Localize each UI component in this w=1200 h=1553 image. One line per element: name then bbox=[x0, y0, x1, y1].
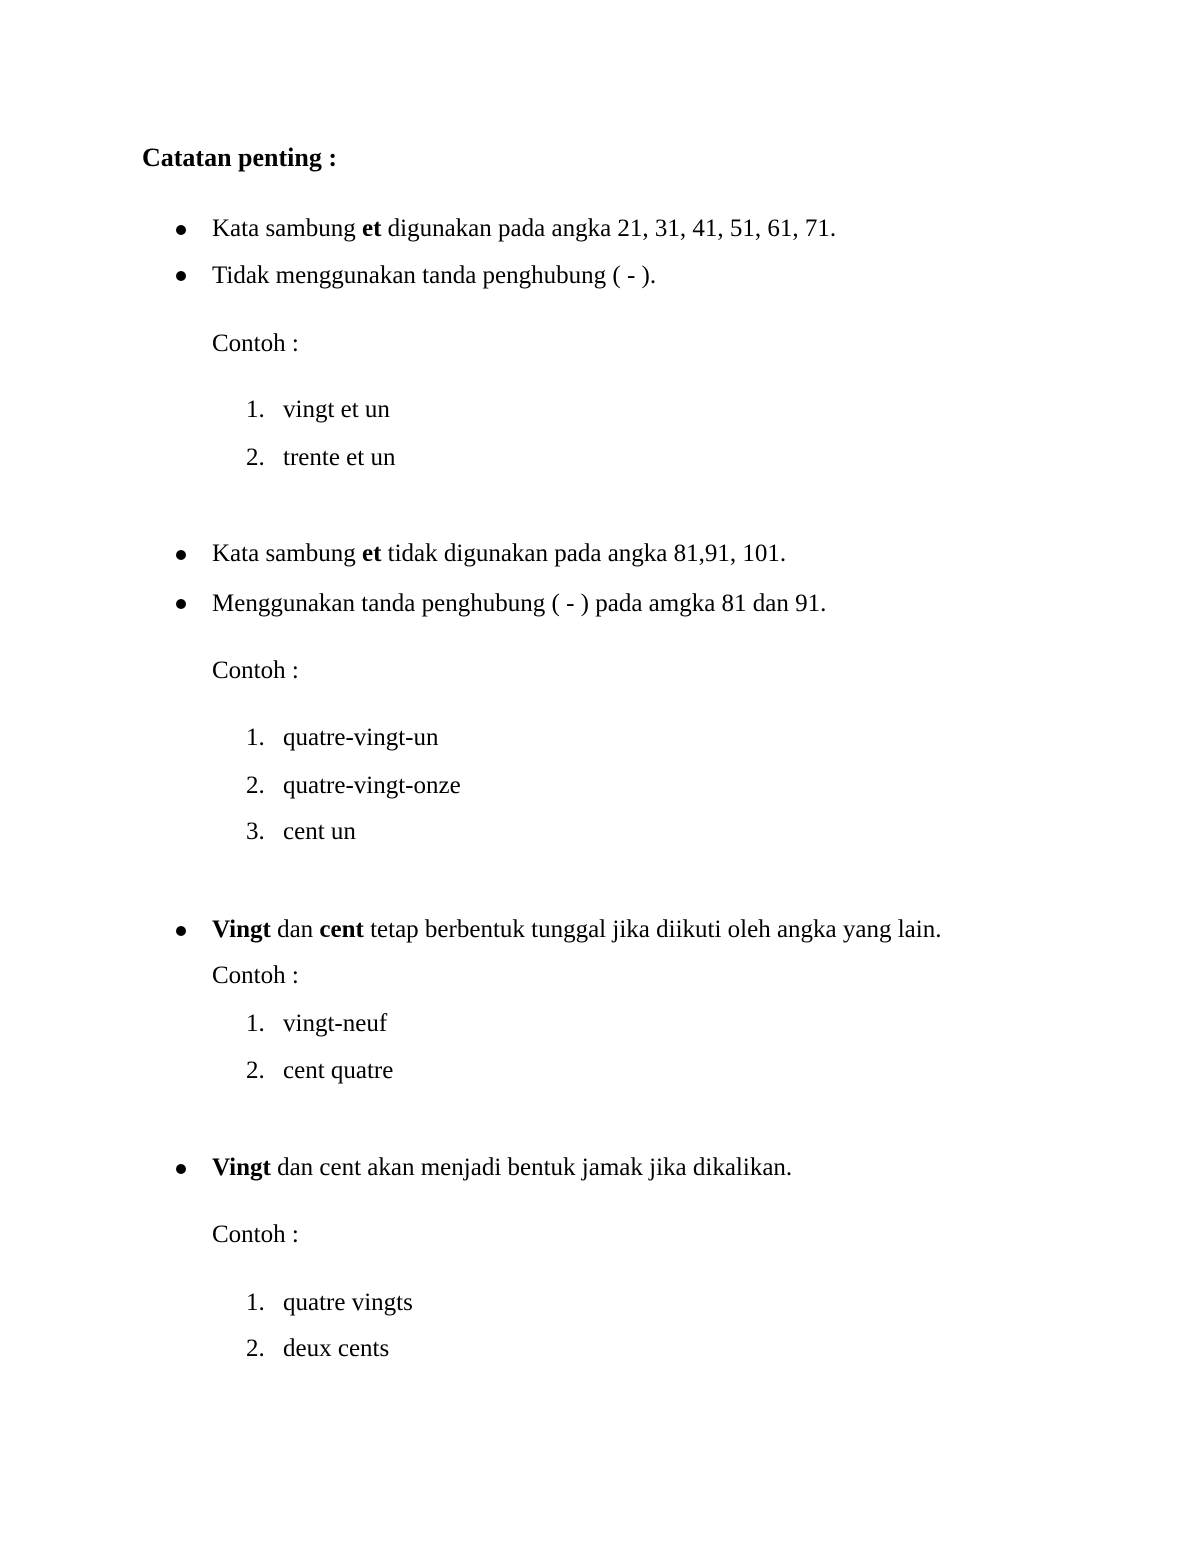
list-number: 1. bbox=[246, 1010, 265, 1037]
list-number: 1. bbox=[246, 1289, 265, 1316]
bullet-text bbox=[212, 917, 941, 942]
text-run: Kata sambung bbox=[212, 540, 362, 567]
list-item: quatre vingts bbox=[283, 1289, 413, 1316]
list-item: vingt-neuf bbox=[283, 1010, 388, 1037]
bullet-text bbox=[212, 541, 786, 566]
example-label: Contoh : bbox=[212, 657, 299, 684]
page-title: Catatan penting : bbox=[142, 143, 338, 172]
bold-term: cent bbox=[319, 916, 364, 943]
bullet-icon bbox=[176, 599, 186, 609]
bullet-icon bbox=[176, 550, 186, 560]
bold-term: Vingt bbox=[212, 1154, 271, 1181]
list-number: 2. bbox=[246, 772, 265, 799]
list-item: quatre-vingt-onze bbox=[283, 772, 461, 799]
bullet-text bbox=[212, 591, 826, 616]
bold-term: et bbox=[361, 540, 382, 567]
bullet-icon bbox=[176, 926, 186, 936]
list-item: cent quatre bbox=[283, 1057, 394, 1084]
list-number: 2. bbox=[246, 1335, 265, 1362]
text-run: dan bbox=[270, 916, 320, 943]
text-run: Tidak menggunakan tanda penghubung ( - ). bbox=[212, 262, 657, 289]
list-item: cent un bbox=[283, 818, 356, 845]
list-item: deux cents bbox=[283, 1335, 390, 1362]
bullet-icon bbox=[176, 225, 186, 235]
bullet-text bbox=[212, 1155, 792, 1180]
example-label: Contoh : bbox=[212, 330, 299, 357]
list-number: 1. bbox=[246, 724, 265, 751]
text-run: Menggunakan tanda penghubung ( - ) pada amgka 81 dan 91. bbox=[212, 590, 827, 617]
list-item: quatre-vingt-un bbox=[283, 724, 439, 751]
bold-term: Vingt bbox=[212, 916, 271, 943]
text-run: dan cent akan menjadi bentuk jamak jika dikalikan. bbox=[270, 1154, 793, 1181]
text-run: Kata sambung bbox=[212, 215, 362, 242]
example-label: Contoh : bbox=[212, 1221, 299, 1248]
list-number: 2. bbox=[246, 444, 265, 471]
text-run: digunakan pada angka 21, 31, 41, 51, 61, 71. bbox=[381, 215, 837, 242]
list-item: vingt et un bbox=[283, 396, 390, 423]
bullet-text bbox=[212, 216, 836, 241]
bullet-icon bbox=[176, 271, 186, 281]
list-number: 2. bbox=[246, 1057, 265, 1084]
text-run: tetap berbentuk tunggal jika diikuti oleh angka yang lain. bbox=[363, 916, 942, 943]
bold-term: et bbox=[361, 215, 382, 242]
list-number: 3. bbox=[246, 818, 265, 845]
list-number: 1. bbox=[246, 396, 265, 423]
text-run: tidak digunakan pada angka 81,91, 101. bbox=[381, 540, 787, 567]
example-label: Contoh : bbox=[212, 962, 299, 989]
bullet-text bbox=[212, 263, 656, 288]
bullet-icon bbox=[176, 1164, 186, 1174]
list-item: trente et un bbox=[283, 444, 396, 471]
